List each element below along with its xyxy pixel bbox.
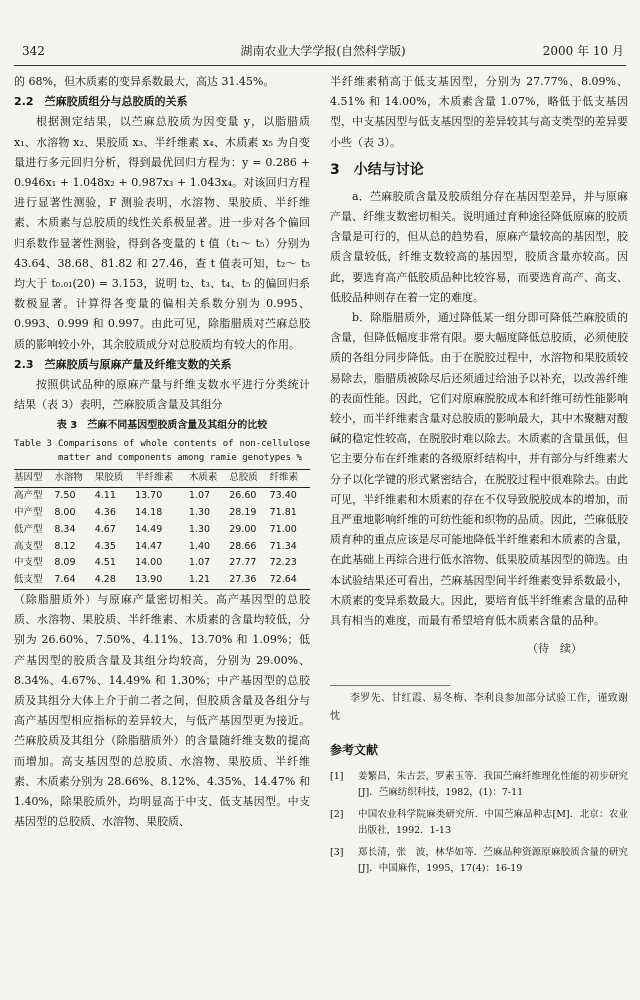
paragraph: 半纤维素稍高于低支基因型，分别为 27.77%、8.09%、4.51% 和 14.00%，木质素含量 1.07%，略低于低支基因型，中支基因型与低支基因型的差异较其与高支类型的差异要小些（表 3）。 — [330, 75, 628, 149]
table-cell: 8.34 — [54, 523, 76, 535]
header-rule — [14, 65, 626, 66]
journal-title: 湖南农业大学学报(自然科学版) — [240, 44, 406, 58]
column-header: 基因型 — [14, 472, 43, 484]
reference-item — [330, 807, 628, 839]
paragraph: a．苎麻胶质含量及胶质组分存在基因型差异，并与原麻产量、纤维支数密切相关。说明通过育种途径降低原麻的胶质含量是可行的，但从总的趋势看，原麻产量较高的基因型，胶质含量较低，纤维支数较高的基因型，胶质含量亦较高。因此，要选育高产低胶质品种比较容易，而要选育高产、高支、低胶品种则存在着一定的难度。 — [330, 189, 628, 304]
reference-text: 中国农业科学院麻类研究所．中国苎麻品种志[M]．北京：农业出版社，1992．1-13 — [358, 808, 628, 836]
paragraph: （除脂腊质外）与原麻产量密切相关。高产基因型的总胶质、水溶物、果胶质、半纤维素、木质素的含量均较低，分别为 26.60%、7.50%、4.11%、13.70% 和 1.09%；低产基因型的胶质含量及其组分均较高，分别为 29.00%、8.34%、4.67%、14.49% 和 1.30%；中产基因型的总胶质及其组分大体上介于前二者之间，但胶质含量及各组分与高产基因型相应指标的差异较大，与低产基因型更为接近。苎麻胶质及其组分（除脂腊质外）的含量随纤维支数的提高而增加。高支基因型的总胶质、水溶物、果胶质、半纤维素、木质素分别为 28.66%、8.12%、4.35%、14.47% 和 1.40%，除果胶质外，均明显高于中支、低支基因型。中支基因型的总胶质、水溶物、果胶质、 — [14, 593, 310, 829]
table-cell: 1.30 — [188, 507, 211, 519]
table-caption-text: Comparisons of whole contents of non-cellulose matter and components among ramie genotypes % — [58, 439, 310, 464]
table-cell: 中支型 — [14, 557, 43, 569]
table-cell: 72.23 — [269, 557, 297, 569]
table-cell: 73.40 — [269, 490, 297, 502]
section-heading-2-3: 2.3 苎麻胶质与原麻产量及纤维支数的关系 — [14, 357, 232, 371]
table-cell: 8.09 — [54, 557, 76, 569]
paragraph: b．除脂腊质外，通过降低某一组分即可降低苎麻胶质的含量，但降低幅度非常有限。要大幅度降低总胶质，必须使胶质的各组分同步降低。由于在脱胶过程中，水溶物和果胶质较易除去，脂腊质被除尽后还须通过给油予以补充，以改善纤维的表面性能。因此，它们对原麻脱胶成本和纤维可纺性能影响较小，而半纤维素含量对总胶质的影响最大，其中木聚糖对酸碱的稳定性较高，在脱胶时难以除去。木质素的含量虽低，但它主要分布在纤维素的各级原纤结构中，并有部分与纤维素大分子以化学键的形式紧密结合，在脱胶过程中很难除去。由此可见，半纤维素和木质素的存在不仅导致脱胶成本的增加，而且严重地影响纤维的可纺性能和织物的品质。因此，苎麻低胶质育种的重点应该是尽可能地降低半纤维素和木质素的含量，在此基础上再综合进行低水溶物、低果胶质基因型的筛选。由本试验结果还可看出，苎麻基因型间半纤维素变异系数最小，木质素的变异系数最大。因此，要培育低半纤维素含量的品种具有相当的难度，而最有希望培育低木质素含量的品种。 — [330, 311, 628, 628]
reference-item — [330, 845, 628, 877]
table-cell: 72.64 — [269, 574, 297, 586]
table-cell: 13.70 — [135, 490, 163, 502]
table-cell: 1.07 — [188, 557, 211, 569]
table-row — [14, 522, 310, 539]
table-row — [14, 539, 310, 556]
right-column — [330, 72, 628, 883]
section-heading-3: 3 小结与讨论 — [330, 161, 424, 178]
table-row — [14, 505, 310, 522]
table-header-row — [14, 470, 310, 488]
table-cell: 高支型 — [14, 540, 43, 552]
paragraph: 根据测定结果，以苎麻总胶质为因变量 y，以脂腊质 x₁、水溶物 x₂、果胶质 x₃、半纤维素 x₄、木质素 x₅ 为自变量进行多元回归分析，得到最优回归方程为：y = 0.286 + 0.946x₁ + 1.048x₂ + 0.987x₃ + 1.043x₄。对该回归方程进行显著性测验，F 测验表明，水溶物、果胶质、半纤维素、木质素与总胶质的线性关系极显著。进一步对各个偏回归系数作显著性测验，得到各变量的 t 值（t₁～ t₅）分别为 43.64、38.68、81.82 和 27.46，查 t 值表可知，t₂～ t₅ 均大于 t₀.₀₁(20) = 3.153，说明 t₂、t₃、t₄、t₅ 的偏回归系数极显著。计算得各变量的偏相关系数分别为 0.995、0.993、0.999 和 0.997。由此可见，除脂腊质对苎麻总胶质的影响较小外，其余胶质成分对总胶质均有较大的作用。 — [14, 115, 310, 351]
table-cell: 4.36 — [94, 507, 116, 519]
reference-number: [1] — [330, 770, 344, 782]
table-cell: 高产型 — [14, 490, 43, 502]
table-cell: 27.77 — [229, 557, 257, 569]
column-header: 木质素 — [188, 472, 218, 484]
to-be-continued: （待 续） — [527, 642, 582, 656]
table-cell: 29.00 — [229, 523, 257, 535]
table-cell: 低支型 — [14, 574, 43, 586]
table-cell: 14.47 — [135, 540, 163, 552]
table-cell: 1.21 — [188, 574, 211, 586]
table-cell: 71.34 — [269, 540, 297, 552]
table-cell: 4.35 — [94, 540, 116, 552]
table-cell: 27.36 — [229, 574, 257, 586]
table-cell: 1.07 — [188, 490, 211, 502]
references-heading: 参考文献 — [330, 743, 379, 758]
reference-number: [3] — [330, 846, 344, 858]
table-cell: 7.50 — [54, 490, 76, 502]
table-caption: 表 3 苎麻不同基因型胶质含量及其组分的比较 — [56, 420, 268, 432]
column-header: 纤维素 — [269, 472, 299, 484]
table-label: Table 3 — [14, 439, 52, 450]
column-header: 水溶物 — [54, 472, 83, 484]
reference-text: 姜繁昌，朱古芸，罗素玉等．我国苎麻纤维理化性能的初步研究[J]．苎麻纺织科技，1982，(1)：7-11 — [358, 770, 628, 798]
table-cell: 7.64 — [54, 574, 76, 586]
page-header — [22, 40, 624, 62]
table-row — [14, 572, 310, 589]
table-cell: 8.12 — [54, 540, 76, 552]
table-cell: 14.18 — [135, 507, 163, 519]
table-cell: 71.00 — [269, 523, 297, 535]
table-cell: 4.11 — [94, 490, 116, 502]
paragraph: 的 68%，但木质素的变异系数最大，高达 31.45%。 — [14, 75, 275, 88]
table-cell: 4.51 — [94, 557, 116, 569]
table-caption-english — [14, 437, 310, 465]
table-cell: 1.40 — [188, 540, 211, 552]
paragraph: 按照供试品种的原麻产量与纤维支数水平进行分类统计结果（表 3）表明，苎麻胶质含量及其组分 — [14, 378, 310, 412]
table-cell: 13.90 — [135, 574, 163, 586]
reference-item — [330, 769, 628, 801]
column-header: 总胶质 — [229, 472, 258, 484]
table-cell: 4.67 — [94, 523, 116, 535]
table-cell: 8.00 — [54, 507, 76, 519]
table-cell: 71.81 — [269, 507, 297, 519]
table-cell: 1.30 — [188, 523, 211, 535]
table-cell: 中产型 — [14, 507, 43, 519]
column-header: 半纤维素 — [135, 472, 174, 484]
reference-number: [2] — [330, 808, 344, 820]
footnote-rule — [330, 685, 450, 686]
data-table — [14, 469, 310, 590]
table-cell: 14.00 — [135, 557, 163, 569]
table-cell: 低产型 — [14, 523, 43, 535]
table-cell: 28.66 — [229, 540, 257, 552]
issue-date: 2000 年 10 月 — [542, 44, 624, 58]
table-cell: 26.60 — [229, 490, 257, 502]
acknowledgement: 李罗先、甘红霞、易冬梅、李利良参加部分试验工作，谨致谢忱 — [330, 693, 628, 723]
section-heading-2-2: 2.2 苎麻胶质组分与总胶质的关系 — [14, 95, 188, 109]
table-cell: 14.49 — [135, 523, 163, 535]
left-column — [14, 72, 310, 832]
table-cell: 4.28 — [94, 574, 116, 586]
table-row — [14, 555, 310, 572]
table-cell: 28.19 — [229, 507, 257, 519]
column-header: 果胶质 — [94, 472, 124, 484]
reference-text: 郑长清，张 波，林华如等．苎麻品种资源原麻胶质含量的研究[J]．中国麻作，1995，17(4)：16-19 — [358, 846, 628, 874]
page-number: 342 — [22, 44, 45, 58]
table-row — [14, 488, 310, 505]
